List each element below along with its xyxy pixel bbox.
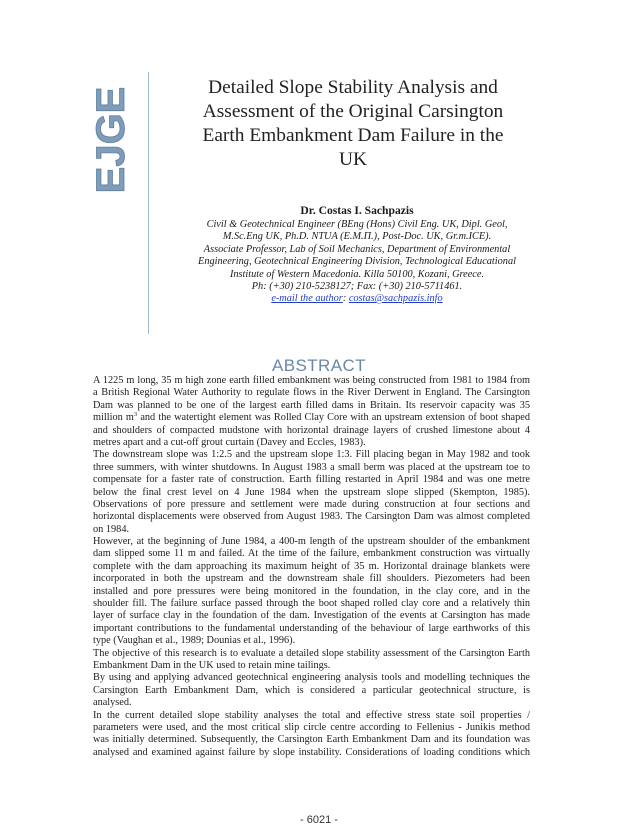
title-line: Earth Embankment Dam Failure in the (202, 125, 504, 146)
abstract-line: a British Regional Water Authority to regulate flows in the River Derwent in England. The Carsington (93, 387, 530, 399)
logo-divider (148, 72, 149, 334)
affiliation-line: Civil & Geotechnical Engineer (BEng (Hons) Civil Eng. UK, Dipl. Geol, (206, 219, 508, 230)
abstract-body (93, 375, 530, 759)
abstract-line: incorporated in both the upstream and the downstream shale fill shoulders. Piezometers had been (93, 573, 530, 585)
author-affiliation (160, 219, 554, 293)
abstract-line: installed and pore pressures were being monitored in the foundation, in the clay core, and in the (93, 585, 530, 597)
page-number: - 6021 - (300, 814, 338, 826)
abstract-line: A 1225 m long, 35 m high zone earth filled embankment was being constructed from 1981 to 1984 from (93, 375, 530, 386)
abstract-line: dam slipped some 11 m and failed. At the time of the failure, embankment construction was virtually (93, 548, 530, 560)
email-label-link[interactable]: e-mail the author (271, 293, 343, 304)
line-start: million m (93, 412, 134, 424)
title-line: Detailed Slope Stability Analysis and (208, 77, 498, 98)
abstract-line: By using and applying advanced geotechnical engineering analysis tools and modelling techniques the (93, 672, 530, 684)
email-separator: : (342, 293, 349, 304)
affiliation-line: Associate Professor, Lab of Soil Mechanics, Department of Environmental (203, 243, 511, 255)
abstract-line: analysed and examined against failure by slope instability. Considerations of loading conditions which (93, 746, 530, 758)
abstract-line: Carsington Earth Embankment Dam, which is considered a particular geotechnical structure, is (93, 684, 530, 696)
abstract-line: However, at the beginning of June 1984, a 400-m length of the upstream shoulder of the embankment (93, 536, 530, 548)
abstract-line: Dam was planned to be one of the largest earth filled dams in Britain. Its reservoir capacity was 35 (93, 399, 530, 411)
abstract-line: layer of surface clay in the foundation of the dam. Investigation of the events at Carsington has made (93, 610, 530, 622)
abstract-line-with-superscript (93, 412, 530, 424)
abstract-line: below the final crest level on 4 June 1984 when the upstream slope slipped (Skempton, 1985). (93, 486, 530, 498)
abstract-line: and shoulders of compacted mudstone with horizontal drainage layers of crushed limestone about 4 (93, 424, 530, 436)
paper-title (172, 76, 534, 172)
abstract-line: complete with the dam approaching its maximum height of 35 m. Horizontal drainage blankets were (93, 560, 530, 572)
title-line: UK (338, 149, 367, 170)
abstract-line: shoulder fill. The failure surface passed through the boot shaped rolled clay core and a relatively thin (93, 598, 530, 610)
abstract-line: Embankment Dam in the UK used to retain mine tailings. (93, 659, 331, 671)
abstract-line: Observations of pore pressure and settlement were made during construction at four sections and (93, 498, 530, 510)
title-line: Assessment of the Original Carsington (202, 101, 504, 122)
abstract-line: compensate for a faster rate of construction. Earth filling restarted in April 1984 and was one metre (93, 474, 530, 486)
abstract-line: The objective of this research is to evaluate a detailed slope stability assessment of the Carsington Earth (93, 647, 530, 659)
journal-logo (88, 82, 134, 198)
abstract-heading: ABSTRACT (272, 356, 366, 375)
logo-text: EJGE (89, 86, 133, 194)
abstract-line: metres apart and a cut-off grout curtain (Davey and Eccles, 1983). (93, 436, 366, 448)
affiliation-line: Ph: (+30) 210-5238127; Fax: (+30) 210-5711461. (251, 281, 463, 293)
abstract-line: on 1984. (93, 523, 130, 535)
affiliation-line: Engineering, Geotechnical Engineering Division, Technological Educational (198, 256, 516, 268)
abstract-line: parameters were used, and the most critical slip circle centre according to Fellenius - Junikis method (93, 721, 530, 733)
email-address-link[interactable]: costas@sachpazis.info (348, 293, 443, 304)
abstract-line: The downstream slope was 1:2.5 and the upstream slope 1:3. Fill placing began in May 1982 and took (93, 449, 530, 461)
abstract-line: three summers, with winter shutdowns. In August 1983 a small berm was placed at the upstream toe to (93, 461, 530, 473)
author-name: Dr. Costas I. Sachpazis (300, 204, 414, 217)
author-email[interactable] (160, 293, 554, 304)
abstract-line: In the current detailed slope stability analyses the total and effective stress state soil properties / (93, 709, 530, 721)
abstract-line: was initially determined. Subsequently, the Carsington Earth Embankment Dam and its foundation was (93, 734, 530, 746)
superscript: 3 (133, 411, 138, 419)
abstract-line: analysed. (93, 697, 132, 709)
affiliation-line: M.Sc.Eng UK, Ph.D. NTUA (E.M.Π.), Post-Doc. UK, Gr.m.ICE). (222, 231, 492, 243)
abstract-line: horizontal displacements were observed from August 1983. The Carsington Dam was almost completed (93, 511, 530, 523)
abstract-line: important contributions to the fundamental understanding of the behaviour of large earthworks of this (93, 622, 530, 634)
affiliation-line: Institute of Western Macedonia. Killa 50100, Kozani, Greece. (229, 268, 485, 280)
abstract-line: type (Vaughan et al., 1989; Dounias et al., 1996). (93, 635, 296, 647)
line-rest: and the watertight element was Rolled Clay Core with an upstream extension of boot shaped (137, 412, 530, 424)
